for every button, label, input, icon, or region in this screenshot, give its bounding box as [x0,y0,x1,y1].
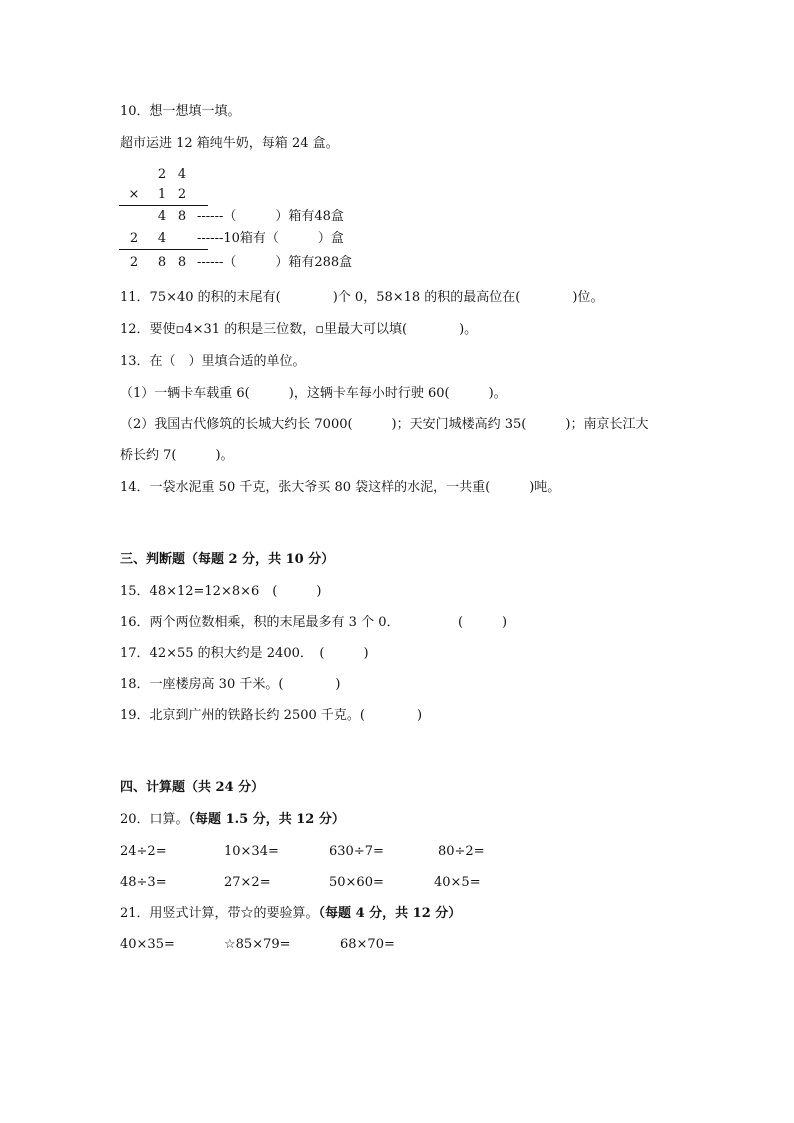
q12: 12．要使▫4×31 的积是三位数，▫里最大可以填( )。 [120,322,478,337]
calc-item: 40×5= [434,875,481,890]
q21-score: （每题 4 分，共 12 分） [318,906,462,921]
judge-item: 19．北京到广州的铁路长约 2500 千克。( ) [120,708,423,723]
judge-item: 17．42×55 的积大约是 2400． ( ) [120,646,369,661]
calc-item: 24÷2= [120,844,167,859]
mult-digit: 4 [177,167,187,182]
calc-item: 80÷2= [438,844,485,859]
calc-item: 50×60= [329,875,384,890]
judge-item: 16．两个两位数相乘，积的末尾最多有 3 个 0． ( ) [120,615,508,630]
section-4-title: 四、计算题（共 24 分） [120,780,265,795]
q14: 14．一袋水泥重 50 千克，张大爷买 80 袋这样的水泥，一共重( )吨。 [120,480,561,495]
mult-digit: 8 [157,255,167,270]
q21-number: 21．用竖式计算，带☆的要验算。 [120,906,319,921]
q13-part2: （2）我国古代修筑的长城大约长 7000( )；天安门城楼高约 35( )；南京长江大 [120,417,649,432]
mult-digit: 4 [157,209,167,224]
section-3-title: 三、判断题（每题 2 分，共 10 分） [120,552,335,567]
mult-digit: 2 [177,187,187,202]
mult-rule-1 [119,205,208,206]
q20-score: （每题 1.5 分，共 12 分） [188,812,345,827]
mult-note: ------10箱有（ ）盒 [197,231,344,246]
mult-note: ------（ ）箱有288盒 [197,255,353,270]
q13-part2-cont: 桥长约 7( )。 [120,448,234,463]
q10-stem: 超市运进 12 箱纯牛奶，每箱 24 盒。 [120,136,339,151]
q13-title: 13．在（ ）里填合适的单位。 [120,354,306,369]
q21-heading [120,906,461,922]
judge-item: 18．一座楼房高 30 千米。( ) [120,677,341,692]
mult-digit: 2 [157,167,167,182]
mult-digit: 1 [157,187,167,202]
q20-number: 20．口算。 [120,812,189,827]
mult-digit: 2 [129,231,139,246]
q20-heading [120,812,345,828]
mult-digit: 8 [177,209,187,224]
mult-digit: 2 [129,255,139,270]
mult-digit: 8 [177,255,187,270]
calc-item: 68×70= [340,937,395,952]
judge-item: 15．48×12=12×8×6 ( ) [120,584,322,599]
calc-item: 27×2= [224,875,271,890]
mult-digit: 4 [157,231,167,246]
calc-item: 630÷7= [329,844,384,859]
q11: 11．75×40 的积的末尾有( )个 0，58×18 的积的最高位在( )位。 [120,290,604,305]
mult-operator: × [128,187,140,202]
q10-title: 10．想一想填一填。 [120,104,241,119]
calc-item: ☆85×79= [224,937,291,952]
q13-part1: （1）一辆卡车载重 6( )，这辆卡车每小时行驶 60( )。 [120,386,507,401]
calc-item: 10×34= [224,844,279,859]
calc-item: 40×35= [120,937,175,952]
mult-note: ------（ ）箱有48盒 [197,209,344,224]
calc-item: 48÷3= [120,875,167,890]
mult-rule-2 [119,249,208,250]
